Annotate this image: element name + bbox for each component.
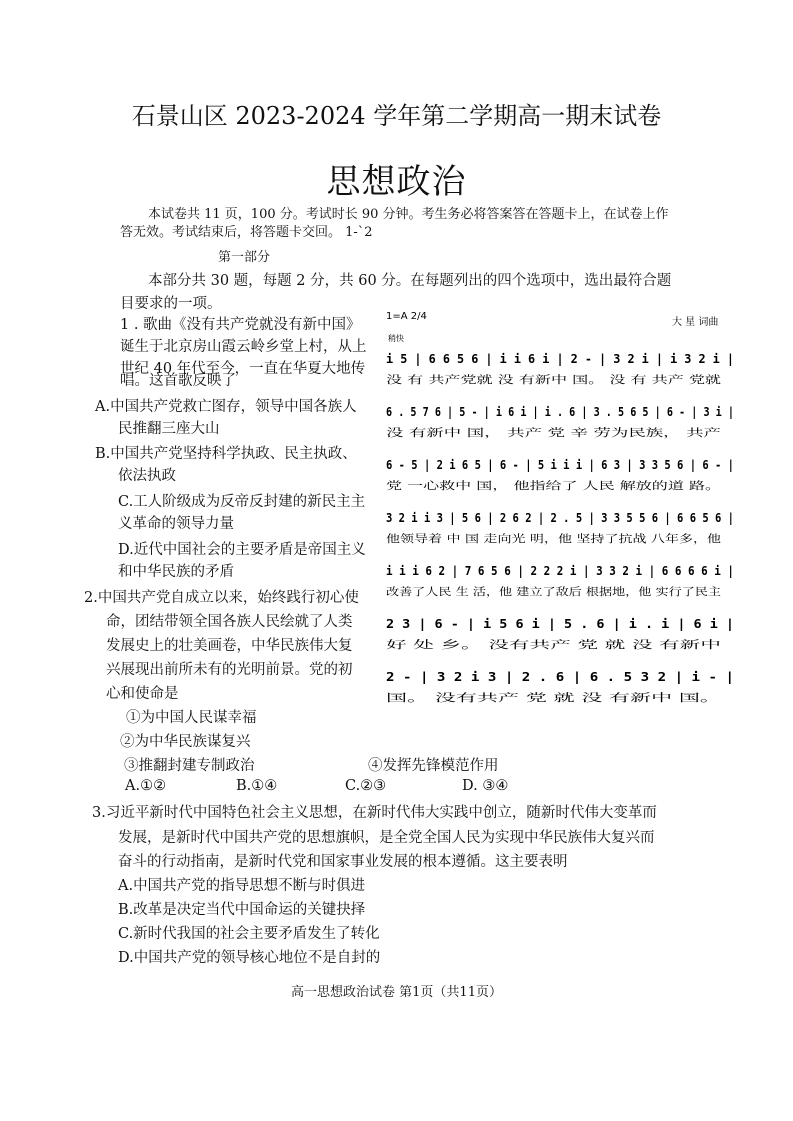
page-footer: 高一思想政治试卷 第1页（共11页） (291, 985, 502, 1000)
score-lyrics-row: 没 有 共产党就 没 有新中 国。 没 有 共产 党就 (386, 374, 606, 386)
q1-option-d: D.近代中国社会的主要矛盾是帝国主义 (118, 542, 366, 558)
subject-title: 思想政治 (326, 162, 467, 202)
q3-stem-line: 发展，是新时代中国共产党的思想旗帜，是全党全国人民为实现中华民族伟大复兴而 (118, 830, 655, 846)
q2-stem-line: 心和使命是 (106, 686, 179, 702)
q2-choice-d: D. ③④ (462, 778, 509, 794)
q2-item-3: ③推翻封建专制政治 (124, 758, 255, 774)
q2-stem-line: 兴展现出前所未有的光明前景。党的初 (106, 662, 353, 678)
q2-stem-line: 命，团结带领全国各族人民绘就了人类 (106, 614, 353, 630)
music-score-figure (384, 305, 738, 705)
exam-title: 石景山区 2023-2024 学年第二学期高一期末试卷 (131, 102, 662, 130)
part-intro-line-1: 本部分共 30 题，每题 2 分，共 60 分。在每题列出的四个选项中，选出最符合题 (148, 273, 672, 289)
q1-stem-line: 唱。这首歌反映了 (120, 373, 236, 389)
q1-option-a: A.中国共产党救亡图存，领导中国各族人 (95, 399, 357, 415)
q2-stem-line: 2.中国共产党自成立以来，始终践行初心使 (84, 590, 359, 606)
q1-stem-line: 1 . 歌曲《没有共产党就没有新中国》 (120, 317, 361, 333)
score-lyrics-row: 没 有新中 国， 共产 党 辛 劳为民族， 共产 (386, 427, 588, 439)
score-notes-row: i 5 | 6 6 5 6 | i i 6 i | 2 - | 3 2 i | i 3 2 i | (386, 351, 734, 366)
q2-choice-a: A.①② (125, 778, 167, 794)
q3-option-a: A.中国共产党的指导思想不断与时俱进 (118, 878, 366, 894)
instructions-line-2: 答无效。考试结束后，将答题卡交回。 1-`2 (120, 225, 373, 240)
score-credit: 大 星 词曲 (672, 317, 719, 328)
score-notes-row: 6 . 5 7 6 | 5 - | i 6 i | i . 6 | 3 . 5 6 5 | 6 - | 3 i | (386, 404, 734, 419)
q1-option-c-cont: 义革命的领导力量 (118, 516, 234, 532)
score-time-signature: 1=A 2/4 (386, 311, 427, 322)
score-notes-row: 3 2 i i 3 | 5 6 | 2 6 2 | 2 . 5 | 3 3 5 5 6 | 6 6 5 6 | (386, 510, 734, 525)
q1-stem-line: 世纪 40 年代至今，一直在华夏大地传 (120, 361, 366, 377)
part-intro-line-2: 目要求的一项。 (120, 296, 222, 312)
q1-stem-line: 诞生于北京房山霞云岭乡堂上村，从上 (120, 339, 367, 355)
q1-option-d-cont: 和中华民族的矛盾 (118, 564, 234, 580)
q2-item-2: ②为中华民族谋复兴 (120, 734, 251, 750)
score-lyrics-row: 改善了人民 生 活，他 建立了敌后 根据地，他 实行了民主 (386, 586, 655, 598)
q2-stem-line: 发展史上的壮美画卷，中华民族伟大复 (106, 638, 353, 654)
q3-stem-line: 3.习近平新时代中国特色社会主义思想，在新时代伟大实践中创立，随新时代伟大变革而 (92, 805, 657, 821)
score-lyrics-row: 党 一心救中 国， 他指给了 人民 解放的道 路。 (386, 480, 606, 492)
q1-option-b: B.中国共产党坚持科学执政、民主执政、 (95, 446, 357, 462)
q1-option-c: C.工人阶级成为反帝反封建的新民主主 (118, 494, 366, 510)
q3-option-b: B.改革是决定当代中国命运的关键抉择 (118, 902, 366, 918)
q2-item-1: ①为中国人民谋幸福 (126, 710, 257, 726)
q1-option-a-cont: 民推翻三座大山 (118, 421, 220, 437)
score-notes-row: i i i 6 2 | 7 6 5 6 | 2 2 2 i | 3 3 2 i | 6 6 6 6 i | (386, 563, 734, 578)
instructions-line-1: 本试卷共 11 页，100 分。考试时长 90 分钟。考生务必将答案答在答题卡上，在试卷上作 (148, 207, 669, 222)
score-notes-row: 2 3 | 6 - | i 5 6 i | 5 . 6 | i . i | 6 i | (386, 616, 734, 631)
score-tempo: 稍快 (388, 334, 404, 343)
q2-choice-b: B.①④ (236, 778, 278, 794)
score-lyrics-row: 好 处 乡。 没有共产 党 就 没 有新中 (386, 639, 557, 651)
q3-option-c: C.新时代我国的社会主要矛盾发生了转化 (118, 926, 380, 942)
score-notes-row: 2 - | 3 2 i 3 | 2 . 6 | 6 . 5 3 2 | i - | (386, 669, 734, 684)
q2-choice-c: C.②③ (345, 778, 387, 794)
q3-stem-line: 奋斗的行动指南，是新时代党和国家事业发展的根本遵循。这主要表明 (118, 854, 568, 870)
score-lyrics-row: 国。 没有共产 党 就 没 有新中 国。 (386, 692, 554, 704)
score-lyrics-row: 他领导着 中 国 走向光 明，他 坚持了抗战 八年多，他 (386, 533, 638, 545)
score-notes-row: 6 - 5 | 2 i 6 5 | 6 - | 5 i i i | 6 3 | 3 3 5 6 | 6 - | (386, 457, 734, 472)
q3-option-d: D.中国共产党的领导核心地位不是自封的 (118, 950, 381, 966)
q1-option-b-cont: 依法执政 (118, 468, 176, 484)
q2-item-4: ④发挥先锋模范作用 (368, 758, 499, 774)
part-heading: 第一部分 (218, 250, 271, 265)
